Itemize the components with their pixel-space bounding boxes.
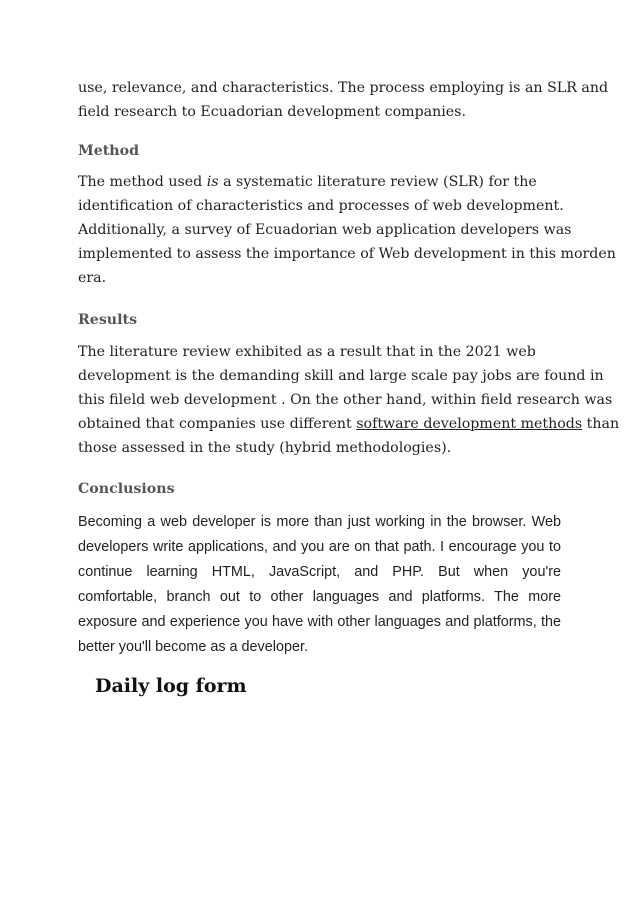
software-development-methods-link[interactable]: software development methods [356, 416, 583, 432]
method-emphasis: is [206, 174, 219, 190]
results-line: development is the demanding skill and large scale pay jobs are found in [78, 368, 604, 384]
method-line-text: a systematic literature review (SLR) for the [218, 174, 537, 190]
intro-line: use, relevance, and characteristics. The process employing is an SLR and [78, 80, 609, 96]
method-paragraph [78, 170, 616, 290]
conclusions-line: developers write applications, and you are on that path. I encourage you to [78, 539, 561, 555]
method-line: identification of characteristics and processes of web development. [78, 198, 564, 214]
conclusions-paragraph [78, 510, 561, 660]
conclusions-line: branch out to other languages and platforms. The more exposure and [78, 589, 561, 630]
method-line: era. [78, 270, 107, 286]
method-line: implemented to assess the importance of Web development in this morden [78, 246, 616, 262]
conclusions-line: continue learning HTML, JavaScript, and PHP. But when you're comfortable, [78, 564, 561, 605]
method-line: Additionally, a survey of Ecuadorian web application developers was [78, 222, 572, 238]
results-line: The literature review exhibited as a result that in the 2021 web [78, 344, 536, 360]
results-paragraph [78, 340, 620, 460]
results-line-text: than [582, 416, 620, 432]
method-line [78, 170, 564, 194]
results-line [78, 412, 620, 436]
method-line-text: The method used [78, 174, 207, 190]
conclusions-heading: Conclusions [78, 481, 175, 497]
results-heading: Results [78, 312, 138, 328]
results-line-text: obtained that companies use different [78, 416, 357, 432]
conclusions-line: Becoming a web developer is more than just working in the browser. Web [78, 514, 561, 530]
daily-log-form-heading: Daily log form [95, 675, 247, 697]
intro-line: field research to Ecuadorian development companies. [78, 104, 466, 120]
intro-paragraph [78, 76, 609, 124]
results-line: those assessed in the study (hybrid methodologies). [78, 440, 452, 456]
results-line: this fileld web development . On the other hand, within field research was [78, 392, 613, 408]
method-heading: Method [78, 143, 139, 159]
conclusions-line: become as a developer. [155, 639, 308, 655]
conclusions-line: experience you have with other languages and platforms, the better you'll [78, 614, 561, 655]
